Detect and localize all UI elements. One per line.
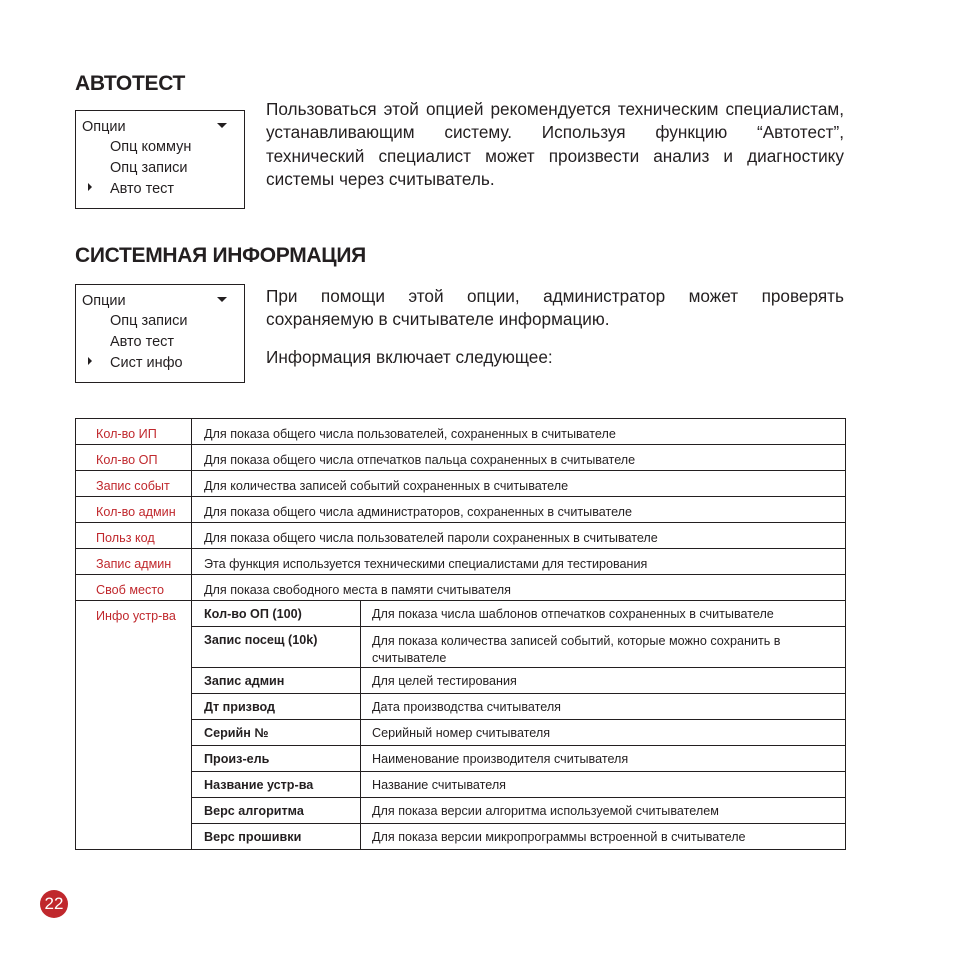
- sub-row-name: Верс алгоритма: [192, 798, 361, 824]
- sub-row-description: Для показа числа шаблонов отпечатков сохраненных в считывателе: [361, 601, 846, 627]
- table-row-sub: [76, 694, 846, 720]
- page-number: 22: [40, 890, 68, 918]
- table-row: [76, 419, 846, 445]
- menu-item-selected: Сист инфо: [110, 355, 183, 371]
- system-info-intro: Информация включает следующее:: [266, 347, 553, 367]
- sub-row-description: Серийный номер считывателя: [361, 720, 846, 746]
- menu-title: Опции: [82, 119, 126, 135]
- table-row: [76, 523, 846, 549]
- dropdown-arrow-icon: [217, 297, 227, 302]
- row-name: Запис админ: [76, 549, 192, 575]
- menu-item: Опц записи: [110, 313, 188, 329]
- row-description: Для показа общего числа отпечатков пальца сохраненных в считывателе: [192, 445, 846, 471]
- sub-row-name: Произ-ель: [192, 746, 361, 772]
- sub-row-name: Кол-во ОП (100): [192, 601, 361, 627]
- sub-row-description: Для показа версии алгоритма используемой считывателем: [361, 798, 846, 824]
- table-row: [76, 497, 846, 523]
- heading-system-info: СИСТЕМНАЯ ИНФОРМАЦИЯ: [75, 244, 366, 267]
- row-description: Для показа общего числа пользователей пароли сохраненных в считывателе: [192, 523, 846, 549]
- table-row-sub: [76, 746, 846, 772]
- heading-autotest: АВТОТЕСТ: [75, 72, 186, 95]
- sub-row-description: Название считывателя: [361, 772, 846, 798]
- selection-pointer-icon: [88, 357, 92, 365]
- menu-item: Опц записи: [110, 160, 188, 176]
- sub-row-description: Наименование производителя считывателя: [361, 746, 846, 772]
- sub-row-name: Название устр-ва: [192, 772, 361, 798]
- row-name: Запис событ: [76, 471, 192, 497]
- table-row-sub: [76, 824, 846, 850]
- sub-row-name: Верс прошивки: [192, 824, 361, 850]
- menu-title: Опции: [82, 293, 126, 309]
- table-row-sub: [76, 798, 846, 824]
- table-row: [76, 471, 846, 497]
- table-row: [76, 549, 846, 575]
- sub-row-name: Запис посещ (10k): [192, 627, 361, 668]
- dropdown-arrow-icon: [217, 123, 227, 128]
- table-row-sub: [76, 627, 846, 668]
- menu-item-selected: Авто тест: [110, 181, 175, 197]
- table-row: [76, 445, 846, 471]
- menu-autotest: [75, 110, 245, 209]
- sub-row-name: Дт призвод: [192, 694, 361, 720]
- sub-row-name: Запис админ: [192, 668, 361, 694]
- table-row-sub: [76, 772, 846, 798]
- row-description: Для показа общего числа пользователей, сохраненных в считывателе: [192, 419, 846, 445]
- row-name: Кол-во ОП: [76, 445, 192, 471]
- menu-item: Авто тест: [110, 334, 175, 350]
- row-description: Для показа общего числа администраторов, сохраненных в считывателе: [192, 497, 846, 523]
- row-name-device-info: Инфо устр-ва: [76, 601, 192, 850]
- sub-row-description: Для показа версии микропрограммы встроенной в считывателе: [361, 824, 846, 850]
- table-row-sub: [76, 601, 846, 627]
- row-name: Кол-во админ: [76, 497, 192, 523]
- row-description: Эта функция используется техническими специалистами для тестирования: [192, 549, 846, 575]
- table-row-sub: [76, 668, 846, 694]
- table-row-sub: [76, 720, 846, 746]
- table-row: [76, 575, 846, 601]
- row-name: Польз код: [76, 523, 192, 549]
- row-name: Своб место: [76, 575, 192, 601]
- sub-row-description: Для показа количества записей событий, которые можно сохранить в считывателе: [361, 627, 846, 668]
- sub-row-name: Серийн №: [192, 720, 361, 746]
- menu-item: Опц коммун: [110, 139, 192, 155]
- sub-row-description: Для целей тестирования: [361, 668, 846, 694]
- sub-row-description: Дата производства считывателя: [361, 694, 846, 720]
- row-description: Для показа свободного места в памяти считывателя: [192, 575, 846, 601]
- system-info-table: [75, 418, 846, 850]
- selection-pointer-icon: [88, 183, 92, 191]
- autotest-description: Пользоваться этой опцией рекомендуется техническим специалистам, устанавливающим систему. Используя функцию “Автотест”, технический специалист может произвести анализ и диагностику системы через считыватель.: [266, 99, 844, 189]
- row-name: Кол-во ИП: [76, 419, 192, 445]
- row-description: Для количества записей событий сохраненных в считывателе: [192, 471, 846, 497]
- menu-system-info: [75, 284, 245, 383]
- system-info-description: При помощи этой опции, администратор может проверять сохраняемую в считывателе информацию.: [266, 286, 844, 330]
